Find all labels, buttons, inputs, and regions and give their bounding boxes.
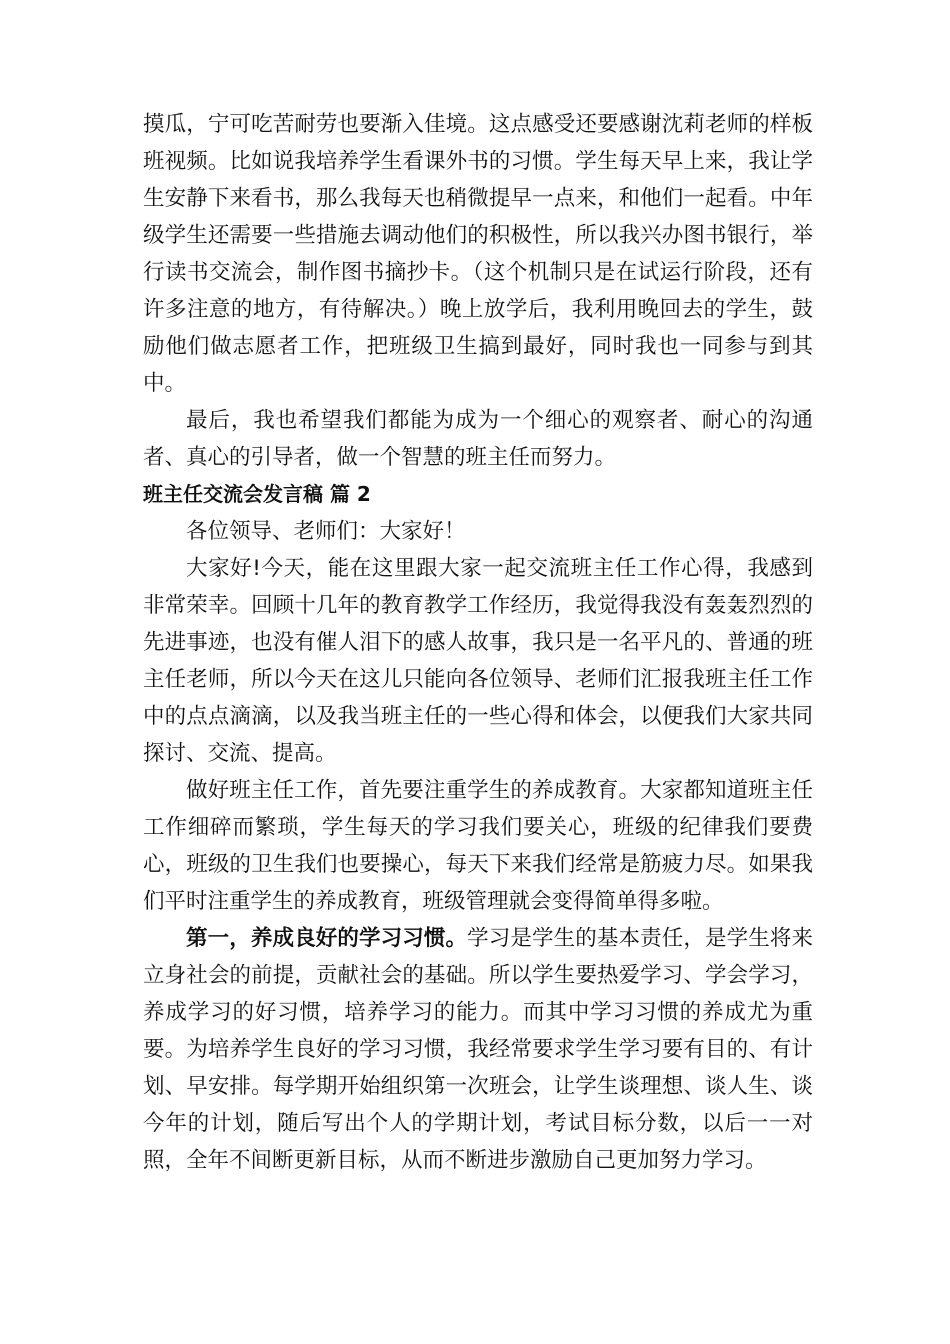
- greeting: 各位领导、老师们：大家好！: [186, 519, 466, 544]
- paragraph-2: 做好班主任工作，首先要注重学生的养成教育。大家都知道班主任工作细碎而繁琐，学生每天的学习我们要关心，班级的纪律我们要费心，班级的卫生我们也要操心，每天下来我们经常是筋疲力尽。如果我们平时注重学生的养成教育，班级管理就会变得简单得多啦。: [143, 778, 813, 914]
- intro-paragraph: 摸瓜，宁可吃苦耐劳也要渐入佳境。这点感受还要感谢沈莉老师的样板班视频。比如说我培养学生看课外书的习惯。学生每天早上来，我让学生安静下来看书，那么我每天也稍微提早一点来，和他们一起看。中年级学生还需要一些措施去调动他们的积极性，所以我兴办图书银行，举行读书交流会，制作图书摘抄卡。（这个机制只是在试运行阶段，还有许多注意的地方，有待解决。）晚上放学后，我利用晚回去的学生，鼓励他们做志愿者工作，把班级卫生搞到最好，同时我也一同参与到其中。: [143, 112, 813, 396]
- paragraph-3: [143, 920, 813, 1179]
- paragraph-3-lead: 第一，养成良好的学习习惯。: [186, 926, 468, 951]
- paragraph-3-body: 学习是学生的基本责任，是学生将来立身社会的前提，贡献社会的基础。所以学生要热爱学习、学会学习，养成学习的好习惯，培养学习的能力。而其中学习习惯的养成尤为重要。为培养学生良好的学习习惯，我经常要求学生学习要有目的、有计划、早安排。每学期开始组织第一次班会，让学生谈理想、谈人生、谈今年的计划，随后写出个人的学期计划，考试目标分数，以后一一对照，全年不间断更新目标，从而不断进步激励自己更加努力学习。: [143, 926, 813, 1173]
- document-page: [143, 106, 813, 1179]
- closing-paragraph: 最后，我也希望我们都能为成为一个细心的观察者、耐心的沟通者、真心的引导者，做一个智慧的班主任而努力。: [143, 408, 813, 470]
- section-title: 班主任交流会发言稿 篇 2: [143, 482, 371, 506]
- paragraph-1: 大家好!今天，能在这里跟大家一起交流班主任工作心得，我感到非常荣幸。回顾十几年的教育教学工作经历，我觉得我没有轰轰烈烈的先进事迹，也没有催人泪下的感人故事，我只是一名平凡的、普通的班主任老师，所以今天在这儿只能向各位领导、老师们汇报我班主任工作中的点点滴滴，以及我当班主任的一些心得和体会，以便我们大家共同探讨、交流、提高。: [143, 556, 813, 766]
